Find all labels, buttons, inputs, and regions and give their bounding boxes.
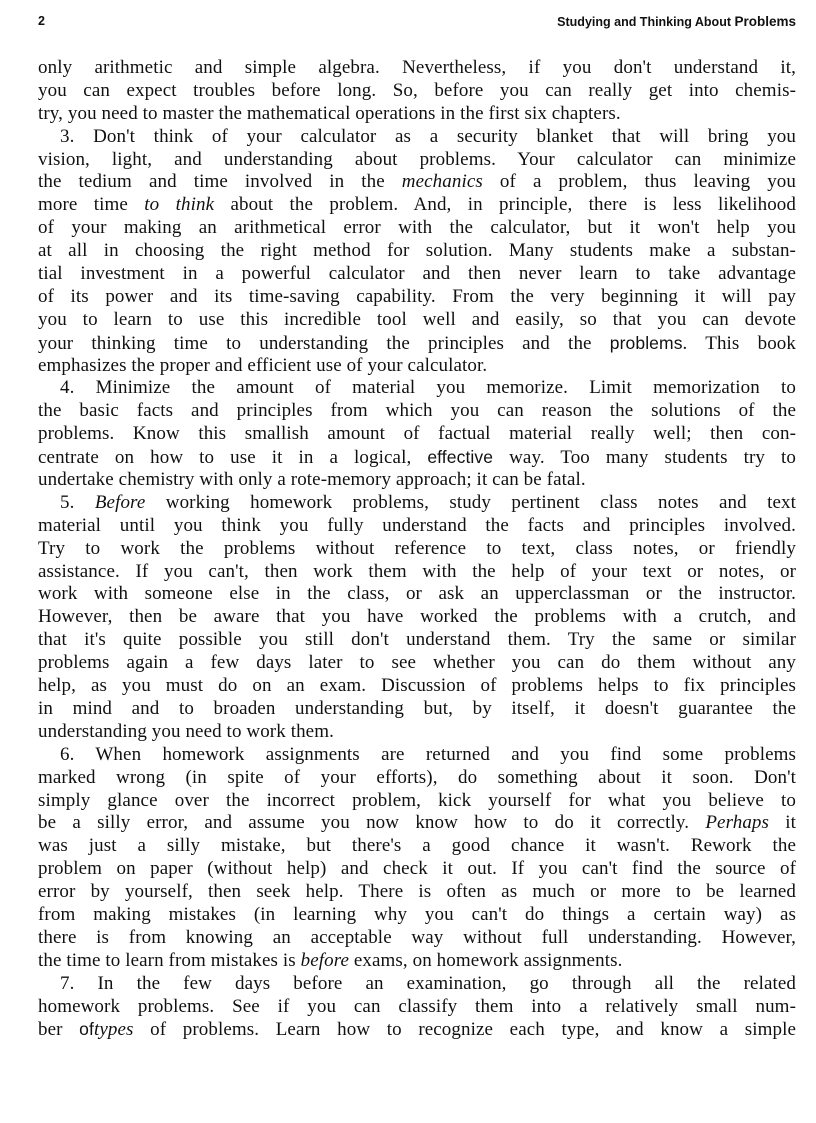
text-segment: only arithmetic and simple algebra. Nevertheless, if you don't understand it, (38, 57, 796, 78)
text-segment: simply glance over the incorrect problem, kick yourself for what you believe to (38, 789, 796, 811)
text-line (38, 377, 796, 400)
text-segment: problem on paper (without help) and check it out. If you can't find the source of (38, 858, 796, 880)
text-line (38, 126, 796, 149)
text-segment: of (79, 1019, 94, 1040)
text-line (38, 446, 796, 469)
text-segment: tial investment in a powerful calculator and then never learn to take advantage (38, 263, 796, 285)
text-segment: centrate on how to use it in a logical, (38, 447, 428, 469)
running-head-last-word: Problems (734, 14, 796, 29)
text-line (38, 286, 796, 309)
text-segment: . This book (682, 332, 796, 354)
text-line (38, 469, 796, 492)
text-segment: 7. In the few days before an examination, go through all the related (60, 972, 796, 994)
text-segment: it (769, 812, 797, 834)
text-segment: problems. Know this smallish amount of factual material really well; then con- (38, 423, 796, 445)
text-segment: assistance. If you can't, then work them with the help of your text or notes, or (38, 560, 796, 582)
text-line (38, 790, 796, 813)
text-segment: at all in choosing the right method for solution. Many students make a substan- (38, 240, 796, 262)
text-line (38, 423, 796, 446)
text-segment: way. Too many students try to (493, 447, 797, 469)
text-segment: try, you need to master the mathematical operations in the first six chapters. (38, 102, 621, 124)
text-segment: vision, light, and understanding about problems. Your calculator can minimize (38, 148, 796, 170)
text-segment: problems again a few days later to see whether you can do them without any (38, 652, 796, 674)
text-line (38, 194, 796, 217)
text-segment: homework problems. See if you can classify them into a relatively small num- (38, 995, 796, 1017)
text-line (38, 561, 796, 584)
text-segment: the tedium and time involved in the (38, 171, 402, 193)
text-segment: you to learn to use this incredible tool well and easily, so that you can devote (38, 308, 796, 330)
text-line (38, 996, 796, 1019)
text-line (38, 698, 796, 721)
text-line (38, 812, 796, 835)
text-line (38, 744, 796, 767)
text-line (38, 263, 796, 286)
text-segment: undertake chemistry with only a rote-memory approach; it can be fatal. (38, 469, 586, 491)
text-line (38, 927, 796, 950)
text-line (38, 881, 796, 904)
text-line (38, 332, 796, 355)
text-line (38, 400, 796, 423)
text-segment: about the problem. And, in principle, there is less likelihood (214, 194, 796, 216)
running-head (557, 14, 796, 29)
text-line (38, 57, 796, 80)
text-line (38, 767, 796, 790)
text-segment: more time (38, 194, 145, 216)
text-segment: 3. Don't think of your calculator as a security blanket that will bring you (60, 125, 796, 147)
text-line (38, 355, 796, 378)
text-line (38, 904, 796, 927)
text-segment: work with someone else in the class, or ask an upperclassman or the instructor. (38, 583, 796, 605)
text-line (38, 80, 796, 103)
text-line (38, 492, 796, 515)
text-line (38, 629, 796, 652)
text-segment: exams, on homework assignments. (349, 949, 623, 971)
text-segment: of a problem, thus leaving you (482, 171, 797, 193)
text-line (38, 1018, 796, 1041)
text-segment: ber (38, 1019, 80, 1041)
text-segment: help, as you must do on an exam. Discussion of problems helps to fix principles (38, 675, 796, 697)
text-segment: 4. Minimize the amount of material you memorize. Limit memorization to (60, 377, 796, 399)
text-segment: error by yourself, then seek help. There is often as much or more to be learned (38, 881, 796, 903)
text-segment: understanding you need to work them. (38, 720, 334, 742)
page-header (38, 14, 796, 34)
text-segment: 5. (60, 491, 95, 513)
text-segment: that it's quite possible you still don't understand them. Try the same or similar (38, 629, 796, 651)
text-line (38, 149, 796, 172)
text-line (38, 583, 796, 606)
text-segment: the time to learn from mistakes is (38, 949, 301, 971)
text-line (38, 652, 796, 675)
text-segment: emphasizes the proper and efficient use of your calculator. (38, 354, 488, 376)
text-segment: mechanics (401, 171, 483, 193)
text-segment: in mind and to broaden understanding but, by itself, it doesn't guarantee the (38, 697, 796, 719)
text-segment: Before (94, 491, 146, 513)
text-segment: you can expect troubles before long. So, before you can really get into chemis- (38, 79, 796, 101)
text-line (38, 538, 796, 561)
text-line (38, 217, 796, 240)
text-segment: to think (144, 194, 215, 216)
text-segment: problems (609, 332, 683, 353)
text-segment: working homework problems, study pertinent class notes and text (145, 491, 796, 513)
text-segment: there is from knowing an acceptable way without full understanding. However, (38, 926, 796, 948)
text-line (38, 171, 796, 194)
text-segment: Try to work the problems without reference to text, class notes, or friendly (38, 537, 796, 559)
text-line (38, 835, 796, 858)
text-line (38, 721, 796, 744)
text-segment: from making mistakes (in learning why you can't do things a certain way) as (38, 903, 796, 925)
text-segment: of its power and its time-saving capability. From the very beginning it will pay (38, 285, 796, 307)
text-segment: material until you think you fully understand the facts and principles involved. (38, 514, 796, 536)
text-segment: 6. When homework assignments are returned and you find some problems (60, 743, 796, 765)
text-segment: before (300, 949, 350, 971)
text-segment: Perhaps (705, 812, 770, 834)
running-head-main: Studying and Thinking About (557, 15, 735, 29)
text-line (38, 103, 796, 126)
text-line (38, 515, 796, 538)
text-segment: However, then be aware that you have worked the problems with a crutch, and (38, 606, 796, 628)
text-line (38, 240, 796, 263)
text-segment: your thinking time to understanding the principles and the (38, 332, 610, 354)
text-segment: of your making an arithmetical error with the calculator, but it won't help you (38, 217, 796, 239)
text-segment: effective (427, 447, 494, 468)
text-segment: marked wrong (in spite of your efforts), do something about it soon. Don't (38, 766, 796, 788)
page-number: 2 (38, 14, 45, 28)
text-line (38, 309, 796, 332)
text-line (38, 858, 796, 881)
body-text (38, 57, 796, 1041)
text-line (38, 950, 796, 973)
text-segment: be a silly error, and assume you now know how to do it correctly. (38, 812, 706, 834)
text-segment: the basic facts and principles from which you can reason the solutions of the (38, 400, 796, 422)
text-line (38, 675, 796, 698)
text-segment: types (93, 1019, 134, 1041)
text-line (38, 973, 796, 996)
text-segment: of problems. Learn how to recognize each type, and know a simple (133, 1019, 796, 1041)
text-segment: was just a silly mistake, but there's a good chance it wasn't. Rework the (38, 835, 796, 857)
text-line (38, 606, 796, 629)
